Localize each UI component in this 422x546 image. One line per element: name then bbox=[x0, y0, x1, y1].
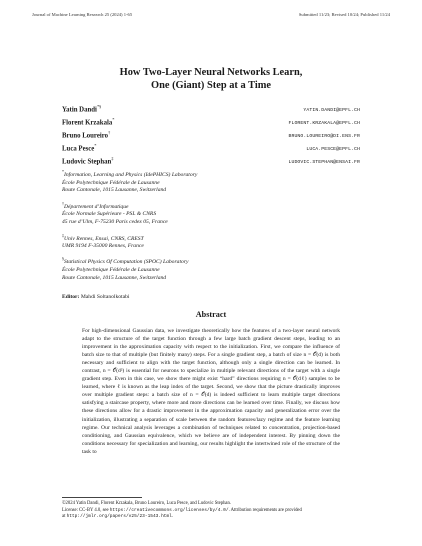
title-line-2: One (Giant) Step at a Time bbox=[151, 80, 271, 91]
running-header bbox=[32, 12, 390, 17]
affiliation: §Statistical Physics Of Computation (SPOC) Laboratory École Polytechnique Fédérale de Lausanne Route Cantonale, 1015 Lausanne, Switzerland bbox=[62, 256, 189, 281]
affiliation: *Information, Learning and Physics (IdePHICS) Laboratory École Polytechnique Fédérale de Lausanne Route Cantonale, 1015 Lausanne, Switzerland bbox=[62, 169, 198, 194]
editor-name: Mahdi Soltanolkotabi bbox=[80, 294, 130, 300]
author-name: Bruno Loureiro† bbox=[62, 130, 111, 140]
author-marks: * bbox=[112, 117, 115, 122]
affiliation: ‡Univ Rennes, Ensai, CNRS, CREST UMR 9194 F-35000 Rennes, France bbox=[62, 232, 144, 250]
author-row bbox=[62, 143, 360, 156]
author-name: Ludovic Stephan‡ bbox=[62, 156, 114, 166]
abstract-body bbox=[82, 327, 340, 456]
footer bbox=[62, 501, 360, 521]
title-line-1: How Two-Layer Neural Networks Learn, bbox=[119, 67, 303, 78]
author-email[interactable]: FLORENT.KRZAKALA@EPFL.CH bbox=[288, 121, 360, 127]
author-name: Yatin Dandi*§ bbox=[62, 104, 102, 114]
author-marks: ‡ bbox=[111, 156, 114, 161]
author-marks: *§ bbox=[96, 104, 102, 109]
affiliation-list bbox=[62, 168, 362, 287]
author-email[interactable]: LUCA.PESCE@EPFL.CH bbox=[306, 147, 360, 153]
copyright-notice: ©2024 Yatin Dandi, Florent Krzakala, Bruno Loureiro, Luca Pesce, and Ludovic Stephan. bbox=[62, 501, 232, 506]
affiliation-mark: § bbox=[62, 256, 64, 262]
author-marks: † bbox=[108, 130, 111, 135]
abstract-heading: Abstract bbox=[195, 310, 227, 319]
affiliation-mark: † bbox=[62, 200, 64, 206]
author-name: Luca Pesce* bbox=[62, 143, 97, 153]
license-link[interactable]: https://creativecommons.org/licenses/by/4.0/ bbox=[109, 507, 229, 513]
author-row bbox=[62, 104, 360, 117]
affiliation-mark: * bbox=[62, 169, 64, 174]
journal-info: Journal of Machine Learning Research 25 (2024) 1-65 bbox=[32, 12, 133, 17]
paper-link[interactable]: http://jmlr.org/papers/v25/23-1543.html bbox=[66, 514, 172, 520]
author-email[interactable]: YATIN.DANDI@EPFL.CH bbox=[303, 108, 360, 114]
author-row bbox=[62, 130, 360, 143]
editor-line bbox=[62, 294, 129, 300]
author-name: Florent Krzakala* bbox=[62, 117, 115, 127]
submission-dates: Submitted 11/23; Revised 10/24; Published 11/24 bbox=[298, 12, 390, 17]
author-list bbox=[62, 104, 360, 169]
editor-label: Editor: bbox=[62, 294, 80, 300]
affiliation-mark: ‡ bbox=[62, 232, 64, 238]
affiliation: †Département d’Informatique École Normale Supérieure - PSL & CNRS 45 rue d’Ulm, F-75230 Paris cedex 05, France bbox=[62, 200, 168, 226]
author-email[interactable]: BRUNO.LOUREIRO@DI.ENS.FR bbox=[288, 134, 360, 140]
abstract-text: For high-dimensional Gaussian data, we investigate theoretically how the features of a two-layer neural network adapt to the structure of the target function through a few large batch gradient descent steps, leading to an improvement in the approximation capacity with respect to the initialization. First, we compare the influence of batch size to that of multiple (but finitely many) steps. For a single gradient step, a batch of size n = 𝒪(d) is both necessary and sufficient to align with the target function, although only a single direction can be learned. In contrast, n = 𝒪(d²) is essential for neurons to specialize in multiple relevant directions of the target with a single gradient step. Even in this case, we show there might exist “hard” directions requiring n = 𝒪(dℓ) samples to be learned, where ℓ is known as the leap index of the target. Second, we show that the picture drastically improves over multiple gradient steps: a batch size of n = 𝒪(d) is indeed sufficient to learn multiple target directions satisfying a staircase property, where more and more directions can be learned over time. Finally, we discuss how these directions allow for a drastic improvement in the approximation capacity and generalization error over the initialization, illustrating a separation of scale between the random features/lazy regime and the feature learning regime. Our technical analysis leverages a combination of techniques related to concentration, projection-based conditioning, and Gaussian equivalence, which we believe are of independent interest. By pinning down the conditions necessary for specialization and learning, our results highlight the intertwined role of the structure of the task to bbox=[82, 328, 340, 455]
license-notice: License: CC-BY 4.0, see https://creativecommons.org/licenses/by/4.0/. Attribution requirements are provided at http://jmlr.org/papers/v25/23-1543.html. bbox=[62, 507, 302, 520]
author-email[interactable]: LUDOVIC.STEPHAN@ENSAI.FR bbox=[288, 160, 360, 166]
author-marks: * bbox=[94, 143, 97, 148]
paper-title bbox=[0, 66, 422, 92]
author-row bbox=[62, 117, 360, 130]
footnote-rule bbox=[62, 497, 142, 498]
